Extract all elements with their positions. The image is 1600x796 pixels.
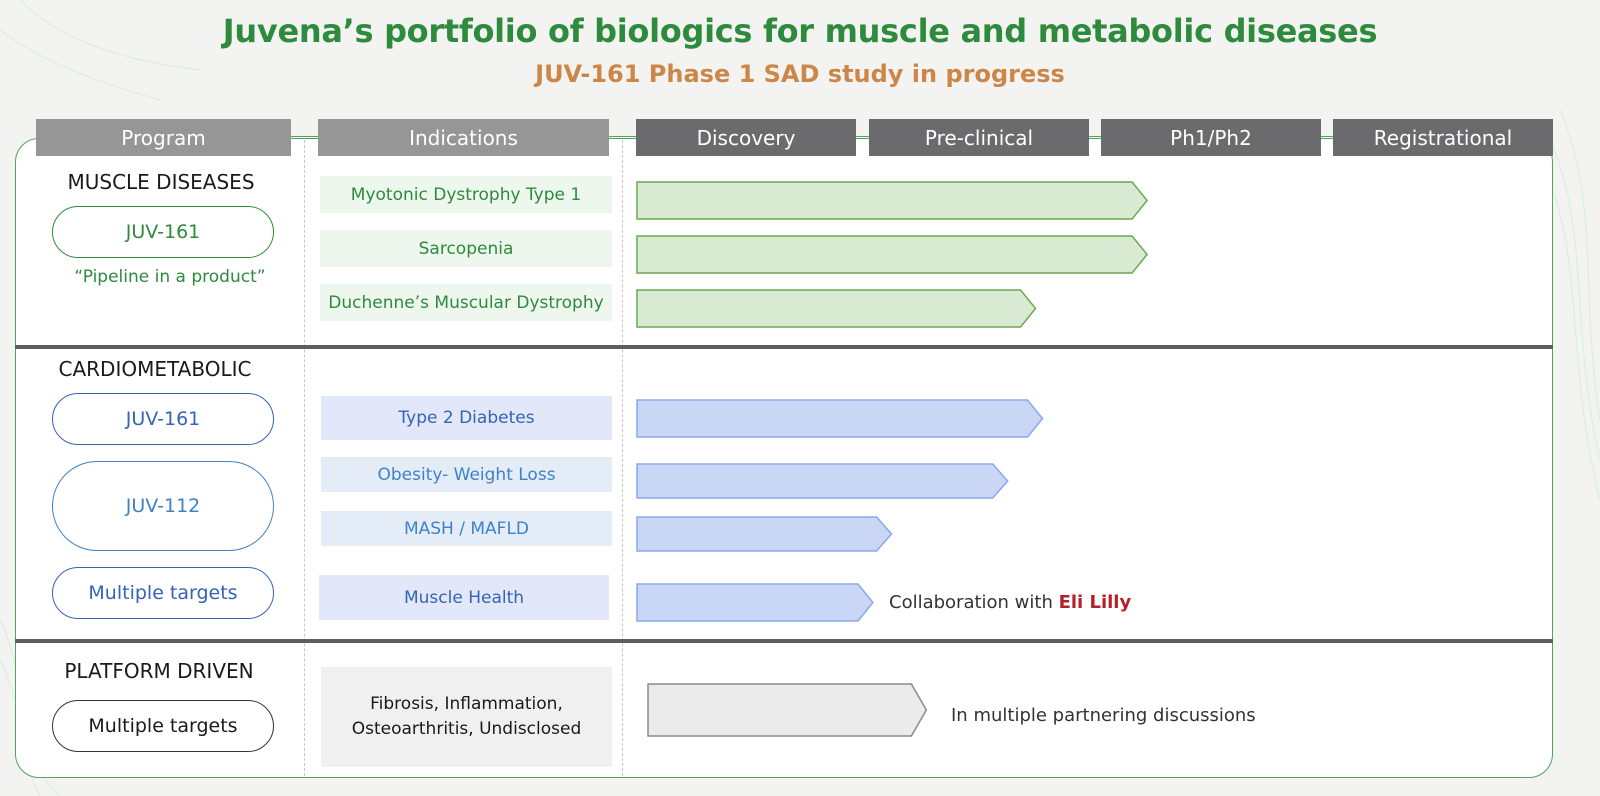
section-label-platform-driven: PLATFORM DRIVEN: [64, 659, 254, 683]
partnering-note: In multiple partnering discussions: [951, 705, 1256, 726]
progress-bar-type-2-diabetes: [636, 399, 1045, 438]
column-header-registrational: Registrational: [1333, 119, 1553, 156]
column-divider: [304, 140, 305, 776]
section-separator: [15, 639, 1553, 643]
progress-bar-myotonic-dystrophy: [636, 181, 1149, 220]
program-pill-juv-112: JUV-112: [52, 461, 274, 551]
program-pill-juv-161-cardio: JUV-161: [52, 393, 274, 445]
header-connector: [855, 136, 870, 137]
progress-bar-muscle-health: [636, 583, 875, 622]
program-tagline: “Pipeline in a product”: [74, 267, 266, 287]
progress-arrow-shape: [637, 400, 1043, 437]
indication-type-2-diabetes: Type 2 Diabetes: [321, 396, 612, 440]
section-separator: [15, 345, 1553, 349]
progress-bar-duchenne: [636, 289, 1038, 328]
progress-bar-mash-mafld: [636, 516, 894, 552]
progress-bar-sarcopenia: [636, 235, 1149, 274]
progress-arrow-shape: [637, 584, 873, 621]
program-pill-juv-161-muscle: JUV-161: [52, 206, 274, 258]
progress-arrow-shape: [637, 182, 1147, 219]
column-header-indications: Indications: [318, 119, 609, 156]
indication-sarcopenia: Sarcopenia: [320, 230, 612, 267]
indication-duchenne: Duchenne’s Muscular Dystrophy: [320, 284, 612, 321]
program-pill-multiple-targets-platform: Multiple targets: [52, 700, 274, 752]
progress-arrow-shape: [637, 236, 1147, 273]
header-connector: [608, 136, 638, 137]
column-header-discovery: Discovery: [636, 119, 856, 156]
partner-name-eli-lilly: Eli Lilly: [1058, 592, 1132, 613]
progress-arrow-shape: [637, 290, 1036, 327]
column-divider: [622, 140, 623, 776]
indication-platform-line-1: Fibrosis, Inflammation,: [370, 694, 563, 714]
progress-bar-platform: [647, 683, 928, 737]
section-label-cardiometabolic: CARDIOMETABOLIC: [58, 357, 252, 381]
indication-platform-targets: [321, 667, 612, 767]
progress-bar-obesity: [636, 463, 1010, 499]
column-header-program: Program: [36, 119, 291, 156]
page-subtitle: JUV-161 Phase 1 SAD study in progress: [535, 60, 1065, 88]
page-title: Juvena’s portfolio of biologics for muscle and metabolic diseases: [222, 12, 1378, 50]
indication-obesity-weight-loss: Obesity- Weight Loss: [321, 457, 612, 492]
progress-arrow-shape: [648, 684, 926, 736]
column-header-ph1-ph2: Ph1/Ph2: [1101, 119, 1321, 156]
indication-platform-line-2: Osteoarthritis, Undisclosed: [351, 719, 582, 739]
indication-mash-mafld: MASH / MAFLD: [321, 511, 612, 546]
column-header-pre-clinical: Pre-clinical: [869, 119, 1089, 156]
section-label-muscle-diseases: MUSCLE DISEASES: [67, 170, 255, 194]
collaboration-note-prefix: Collaboration with: [889, 592, 1059, 613]
header-connector: [290, 136, 320, 137]
indication-muscle-health: Muscle Health: [319, 575, 609, 620]
collaboration-note: [889, 592, 1131, 613]
program-pill-multiple-targets-cardio: Multiple targets: [52, 567, 274, 619]
indication-myotonic-dystrophy: Myotonic Dystrophy Type 1: [320, 176, 612, 213]
progress-arrow-shape: [637, 517, 892, 551]
progress-arrow-shape: [637, 464, 1008, 498]
